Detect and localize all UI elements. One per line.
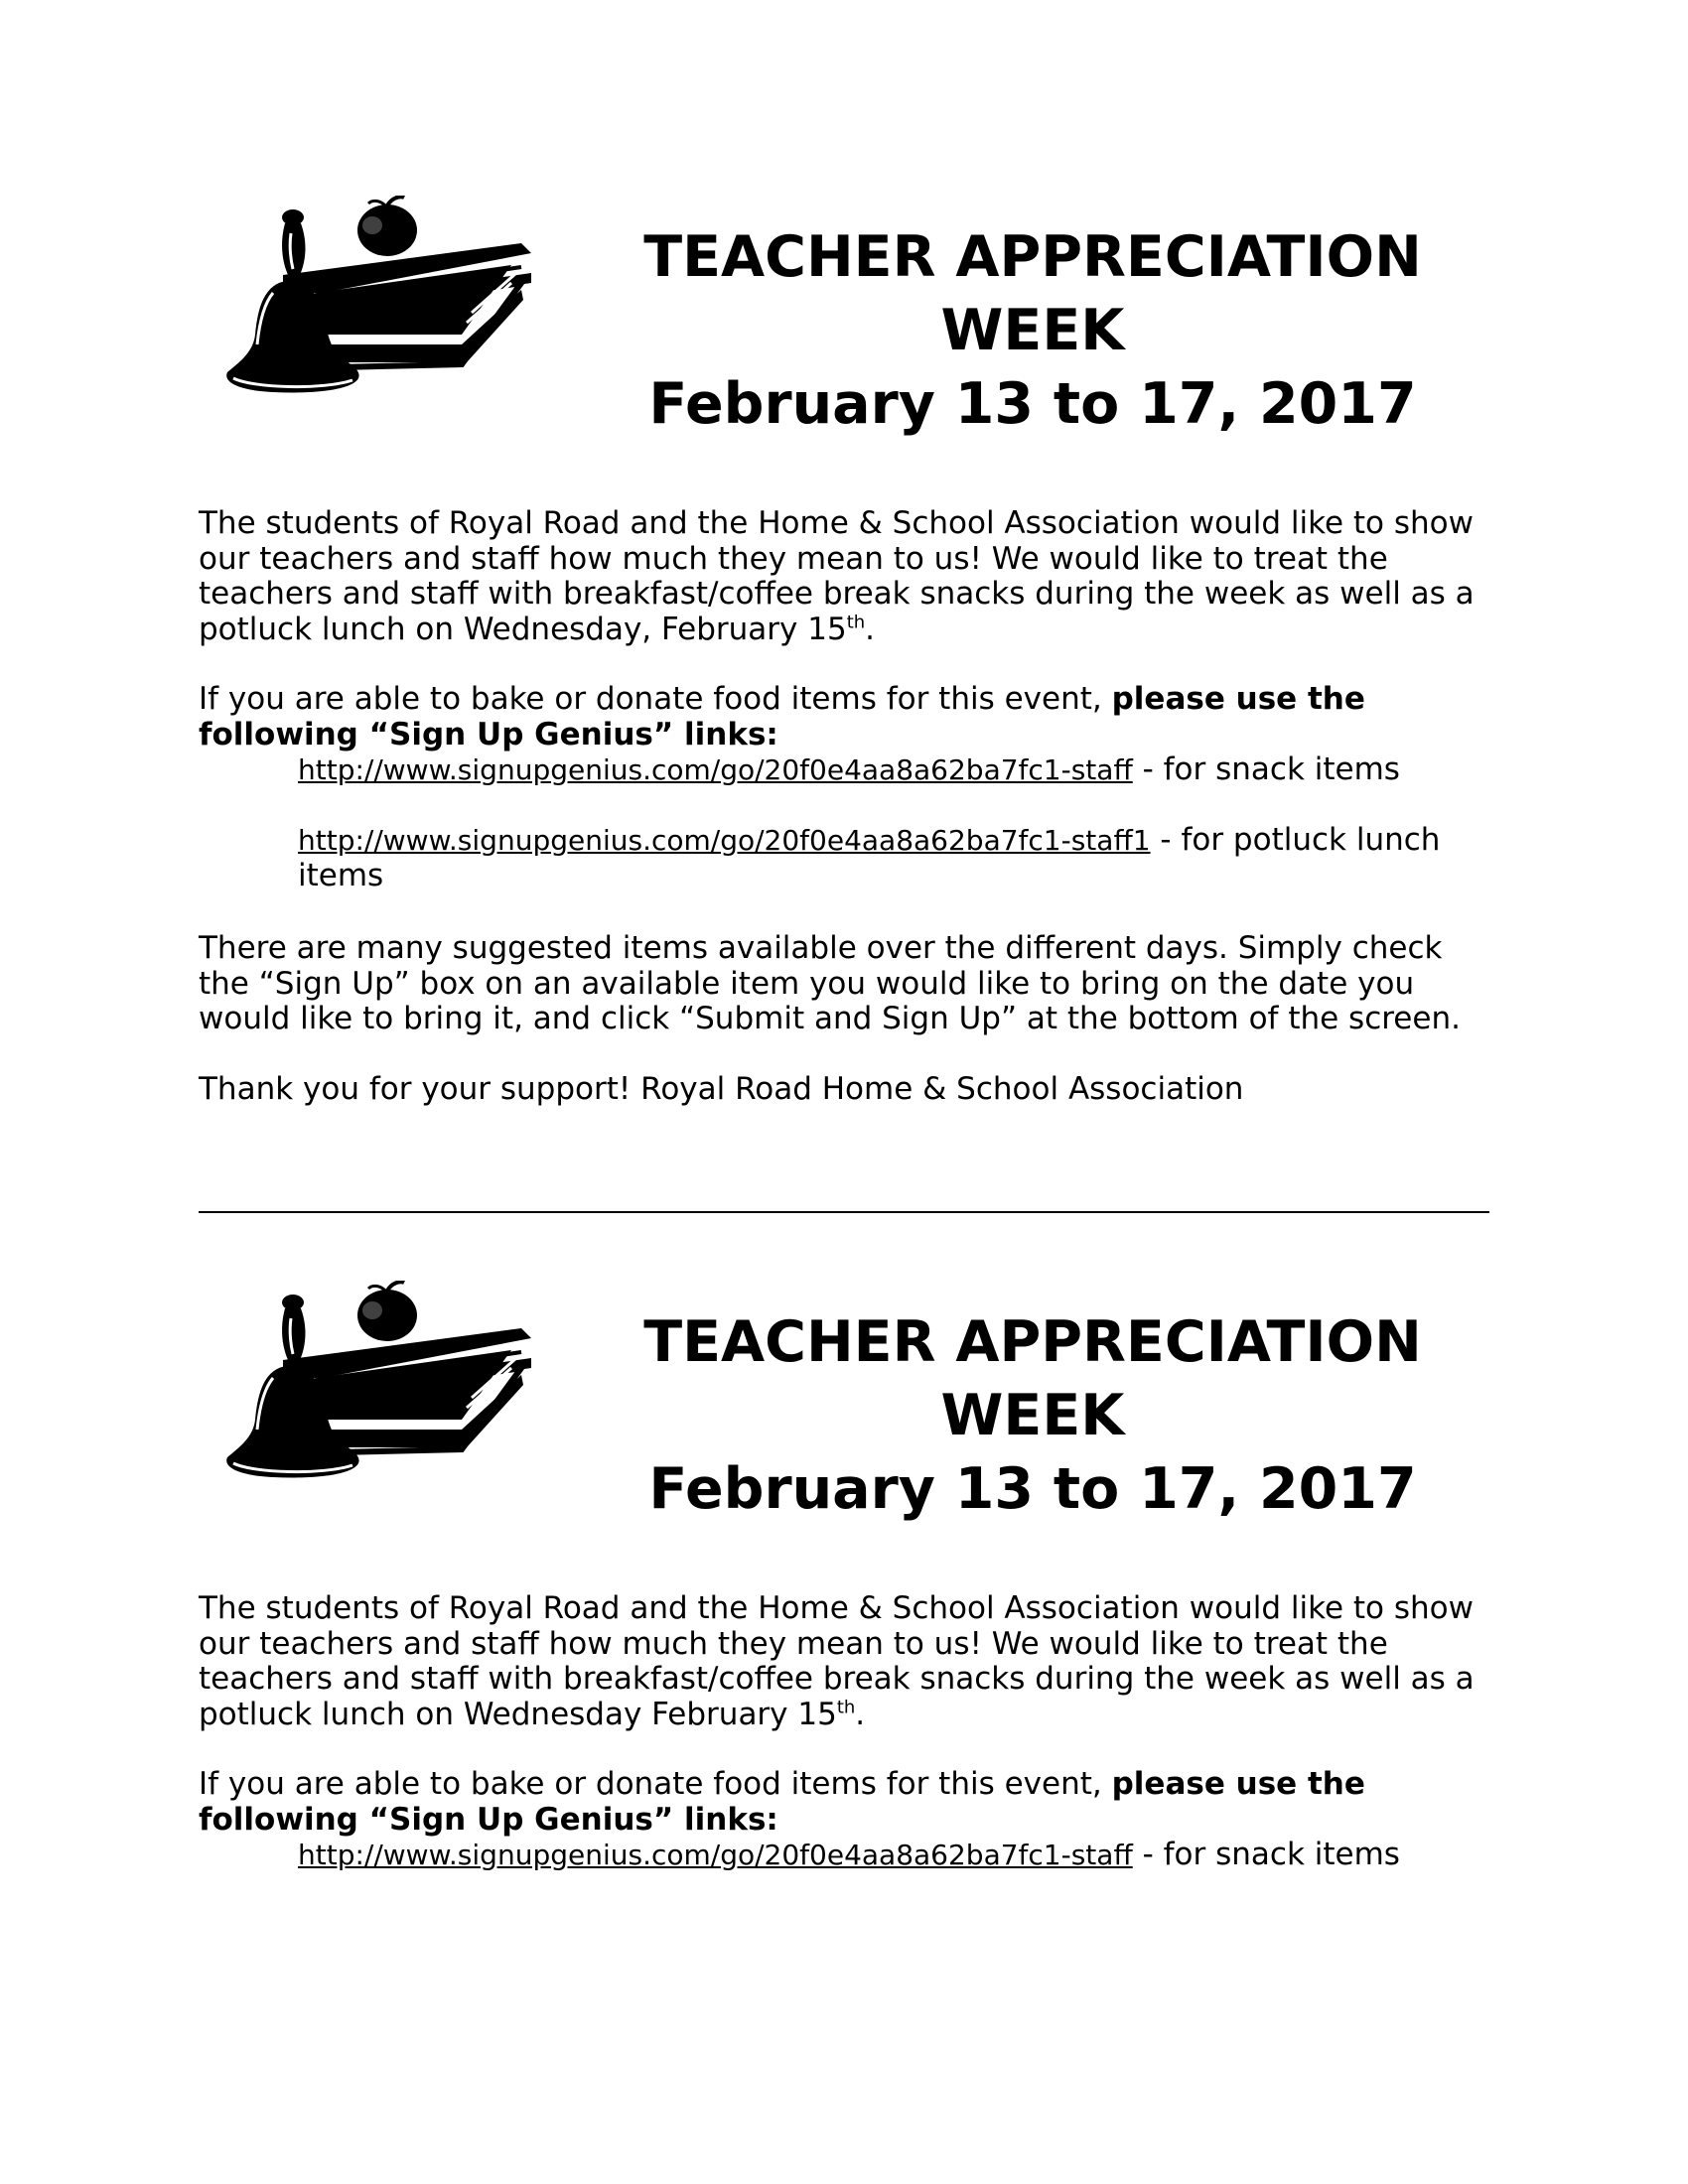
ordinal-suffix: th: [846, 612, 866, 633]
snack-signup-link[interactable]: http://www.signupgenius.com/go/20f0e4aa8a62ba7fc1-staff: [298, 1839, 1133, 1871]
signup-paragraph: [199, 682, 1489, 893]
intro-paragraph: [199, 506, 1489, 647]
intro-text: The students of Royal Road and the Home & School Association would like to show our teachers and staff how much they mean to us! We would like to treat the teachers and staff with breakfast/coffee break snacks during the week as well as a potluck lunch on Wednesday February 15: [199, 1590, 1475, 1732]
signup-paragraph: [199, 1767, 1489, 1873]
bell-apple-books-icon: [213, 1281, 541, 1489]
snack-link-suffix: - for snack items: [1132, 1837, 1400, 1872]
signup-bold: please use the following “Sign Up Genius” links:: [199, 681, 1365, 752]
intro-text: The students of Royal Road and the Home & School Association would like to show our teachers and staff how much they mean to us! We would like to treat the teachers and staff with breakfast/coffee break snacks during the week as well as a potluck lunch on Wednesday, February 15: [199, 505, 1475, 647]
thanks-paragraph: Thank you for your support! Royal Road Home & School Association: [199, 1071, 1244, 1107]
snack-signup-link[interactable]: http://www.signupgenius.com/go/20f0e4aa8a62ba7fc1-staff: [298, 753, 1133, 786]
title-line-2: WEEK: [940, 298, 1125, 363]
potluck-link-suffix: - for potluck lunch items: [298, 822, 1441, 893]
signup-lead: If you are able to bake or donate food items for this event,: [199, 1766, 1112, 1802]
potluck-link-line: [199, 823, 1489, 893]
title-line-3: February 13 to 17, 2017: [648, 371, 1417, 437]
page-title: [596, 1305, 1470, 1526]
cut-line-divider: [199, 1211, 1489, 1213]
title-line-2: WEEK: [940, 1383, 1125, 1448]
intro-end: .: [855, 1696, 866, 1732]
ordinal-suffix: th: [836, 1697, 856, 1718]
potluck-signup-link[interactable]: http://www.signupgenius.com/go/20f0e4aa8a62ba7fc1-staff1: [298, 824, 1151, 857]
signup-lead: If you are able to bake or donate food items for this event,: [199, 681, 1112, 717]
signup-bold: please use the following “Sign Up Genius” links:: [199, 1766, 1365, 1838]
intro-paragraph: [199, 1591, 1489, 1732]
title-line-1: TEACHER APPRECIATION: [643, 224, 1422, 290]
page-title: [596, 220, 1470, 441]
title-line-3: February 13 to 17, 2017: [648, 1456, 1417, 1522]
instructions-paragraph: There are many suggested items available over the different days. Simply check the “Sign Up” box on an available item you would like to bring on the date you would like to bring it, and click “Submit and Sign Up” at the bottom of the screen.: [199, 930, 1461, 1036]
bell-apple-books-icon: [213, 196, 541, 404]
title-line-1: TEACHER APPRECIATION: [643, 1309, 1422, 1375]
intro-end: .: [865, 611, 876, 647]
snack-link-line: [199, 752, 1489, 788]
snack-link-suffix: - for snack items: [1132, 751, 1400, 787]
snack-link-line: [199, 1838, 1489, 1873]
